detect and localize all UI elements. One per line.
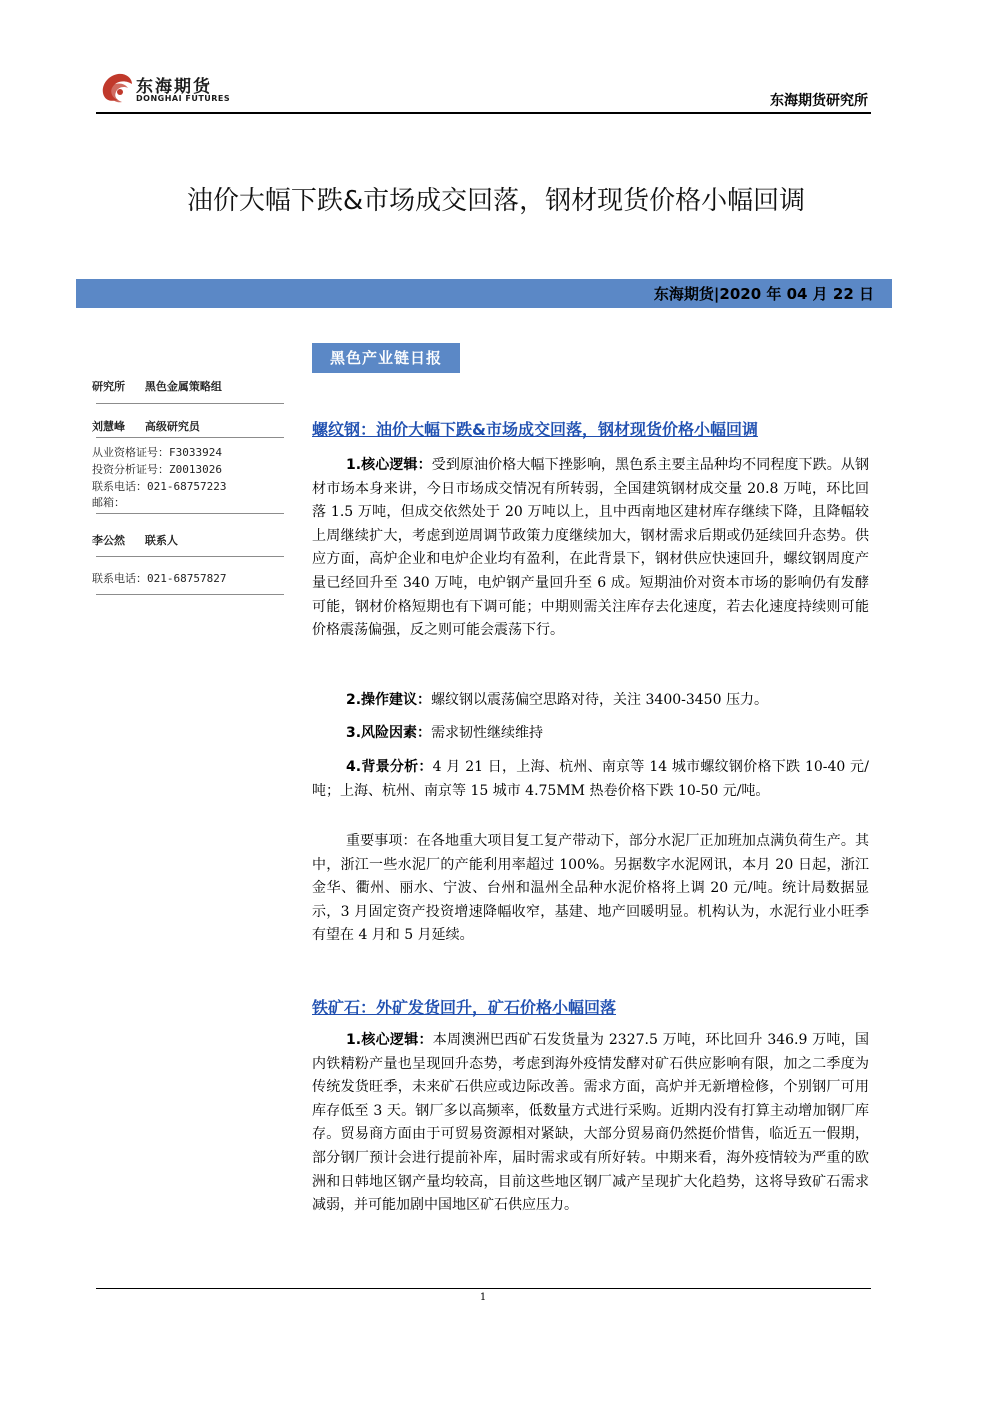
logo-english-text: DONGHAI FUTURES — [136, 94, 231, 103]
sidebar-divider — [96, 403, 284, 404]
phone-label: 联系电话： — [92, 572, 147, 585]
analyst1-name: 刘慧峰 — [92, 420, 125, 433]
header-divider — [96, 112, 871, 114]
analyst2-phone — [92, 570, 226, 586]
paragraph-lead: 2.操作建议： — [346, 692, 432, 708]
paragraph-text: 本周澳洲巴西矿石发货量为 2327.5 万吨，环比回升 346.9 万吨，国内铁精粉产量也呈现回升态势，考虑到海外疫情发酵对矿石供应影响有限，加之二季度为传统发货旺季，未来矿石供应或边际改善。需求方面，高炉并无新增检修，个别钢厂可用库存低至 3 天。钢厂多以高频率，低数量方式进行采购。近期内没有打算主动增加钢厂库存。贸易商方面由于可贸易资源相对紧缺，大部分贸易商仍然挺价惜售，临近五一假期，部分钢厂预计会进行提前补库，届时需求或有所好转。中期来看，海外疫情较为严重的欧洲和日韩地区钢产量均较高，目前这些地区钢厂减产呈现扩大化趋势，这将导致矿石需求减弱，并可能加剧中国地区矿石供应压力。 — [312, 1032, 869, 1214]
paragraph-lead: 4.背景分析： — [346, 759, 433, 775]
section-tag: 黑色产业链日报 — [312, 343, 460, 373]
cert-number: F3033924 — [169, 446, 222, 459]
phone-number: 021-68757827 — [147, 572, 227, 585]
paragraph-text: 需求韧性继续维持 — [431, 725, 544, 741]
analyst1-inv — [92, 461, 222, 477]
sidebar-divider — [96, 437, 284, 438]
email-label: 邮箱： — [92, 496, 125, 509]
iron-ore-heading[interactable]: 铁矿石：外矿发货回升，矿石价格小幅回落 — [312, 998, 617, 1017]
paragraph-lead: 1.核心逻辑： — [346, 457, 432, 473]
company-logo — [96, 66, 256, 112]
paragraph-lead: 1.核心逻辑： — [346, 1032, 433, 1048]
rebar-background — [312, 756, 869, 803]
footer-divider — [96, 1288, 871, 1289]
cert-label: 从业资格证号： — [92, 446, 169, 459]
sidebar-dept — [92, 378, 222, 394]
rebar-operation-advice — [312, 689, 869, 713]
paragraph-text: 螺纹钢以震荡偏空思路对待，关注 3400-3450 压力。 — [431, 692, 768, 708]
rebar-heading[interactable]: 螺纹钢：油价大幅下跌&市场成交回落，钢材现货价格小幅回调 — [312, 420, 758, 439]
analyst1-phone — [92, 478, 226, 494]
rebar-risk-factors — [312, 722, 869, 746]
paragraph-text: 受到原油价格大幅下挫影响，黑色系主要主品种均不同程度下跌。从钢材市场本身来讲，今日市场成交情况有所转弱，全国建筑钢材成交量 20.8 万吨，环比回落 1.5 万吨，但成交依然处于 20 万吨以上，且中西南地区建材库存继续下降，且降幅较上周继续扩大，考虑到逆周调节政策力度继续加大，钢材需求后期或仍延续回升态势。供应方面，高炉企业和电炉企业均有盈利，在此背景下，钢材供应快速回升，螺纹钢周度产量已经回升至 340 万吨，电炉钢产量回升至 6 成。短期油价对资本市场的影响仍有发酵可能，钢材价格短期也有下调可能；中期则需关注库存去化速度，若去化速度持续则可能价格震荡偏强，反之则可能会震荡下行。 — [312, 457, 869, 639]
iron-core-logic — [312, 1029, 869, 1218]
analyst1-title: 高级研究员 — [144, 420, 200, 433]
sidebar-divider — [96, 594, 284, 595]
analyst2-header — [92, 532, 178, 548]
dept-label: 研究所 — [92, 380, 125, 393]
analyst1-cert — [92, 444, 222, 460]
sidebar-divider — [96, 513, 284, 514]
inv-number: Z0013026 — [169, 463, 222, 476]
paragraph-text: 4 月 21 日，上海、杭州、南京等 14 城市螺纹钢价格下跌 10-40 元/吨；上海、杭州、南京等 15 城市 4.75MM 热卷价格下跌 10-50 元/吨。 — [312, 759, 870, 799]
phone-number: 021-68757223 — [147, 480, 227, 493]
inv-label: 投资分析证号： — [92, 463, 169, 476]
analyst2-title: 联系人 — [144, 534, 178, 547]
logo-mark-icon — [96, 66, 138, 110]
date-band-text: 东海期货|2020 年 04 月 22 日 — [653, 285, 874, 303]
paragraph-text: 重要事项：在各地重大项目复工复产带动下，部分水泥厂正加班加点满负荷生产。其中，浙江一些水泥厂的产能利用率超过 100%。另据数字水泥网讯，本月 20 日起，浙江金华、衢州、丽水、宁波、台州和温州全品种水泥价格将上调 20 元/吨。统计局数据显示，3 月固定资产投资增速降幅收窄，基建、地产回暖明显。机构认为，水泥行业小旺季有望在 4 月和 5 月延续。 — [312, 833, 869, 944]
report-title: 油价大幅下跌&市场成交回落，钢材现货价格小幅回调 — [186, 186, 806, 216]
analyst1-email — [92, 494, 125, 510]
header-institute: 东海期货研究所 — [770, 93, 868, 109]
analyst2-name: 李公然 — [92, 534, 125, 547]
paragraph-lead: 3.风险因素： — [346, 725, 432, 741]
dept-name: 黑色金属策略组 — [144, 380, 222, 393]
logo-chinese-text: 东海期货 — [136, 77, 212, 97]
page-number: 1 — [479, 1292, 487, 1303]
sidebar-divider — [96, 556, 284, 557]
date-band — [76, 279, 892, 308]
rebar-key-events — [312, 830, 869, 948]
rebar-core-logic — [312, 454, 869, 643]
phone-label: 联系电话： — [92, 480, 147, 493]
analyst1-header — [92, 418, 200, 434]
